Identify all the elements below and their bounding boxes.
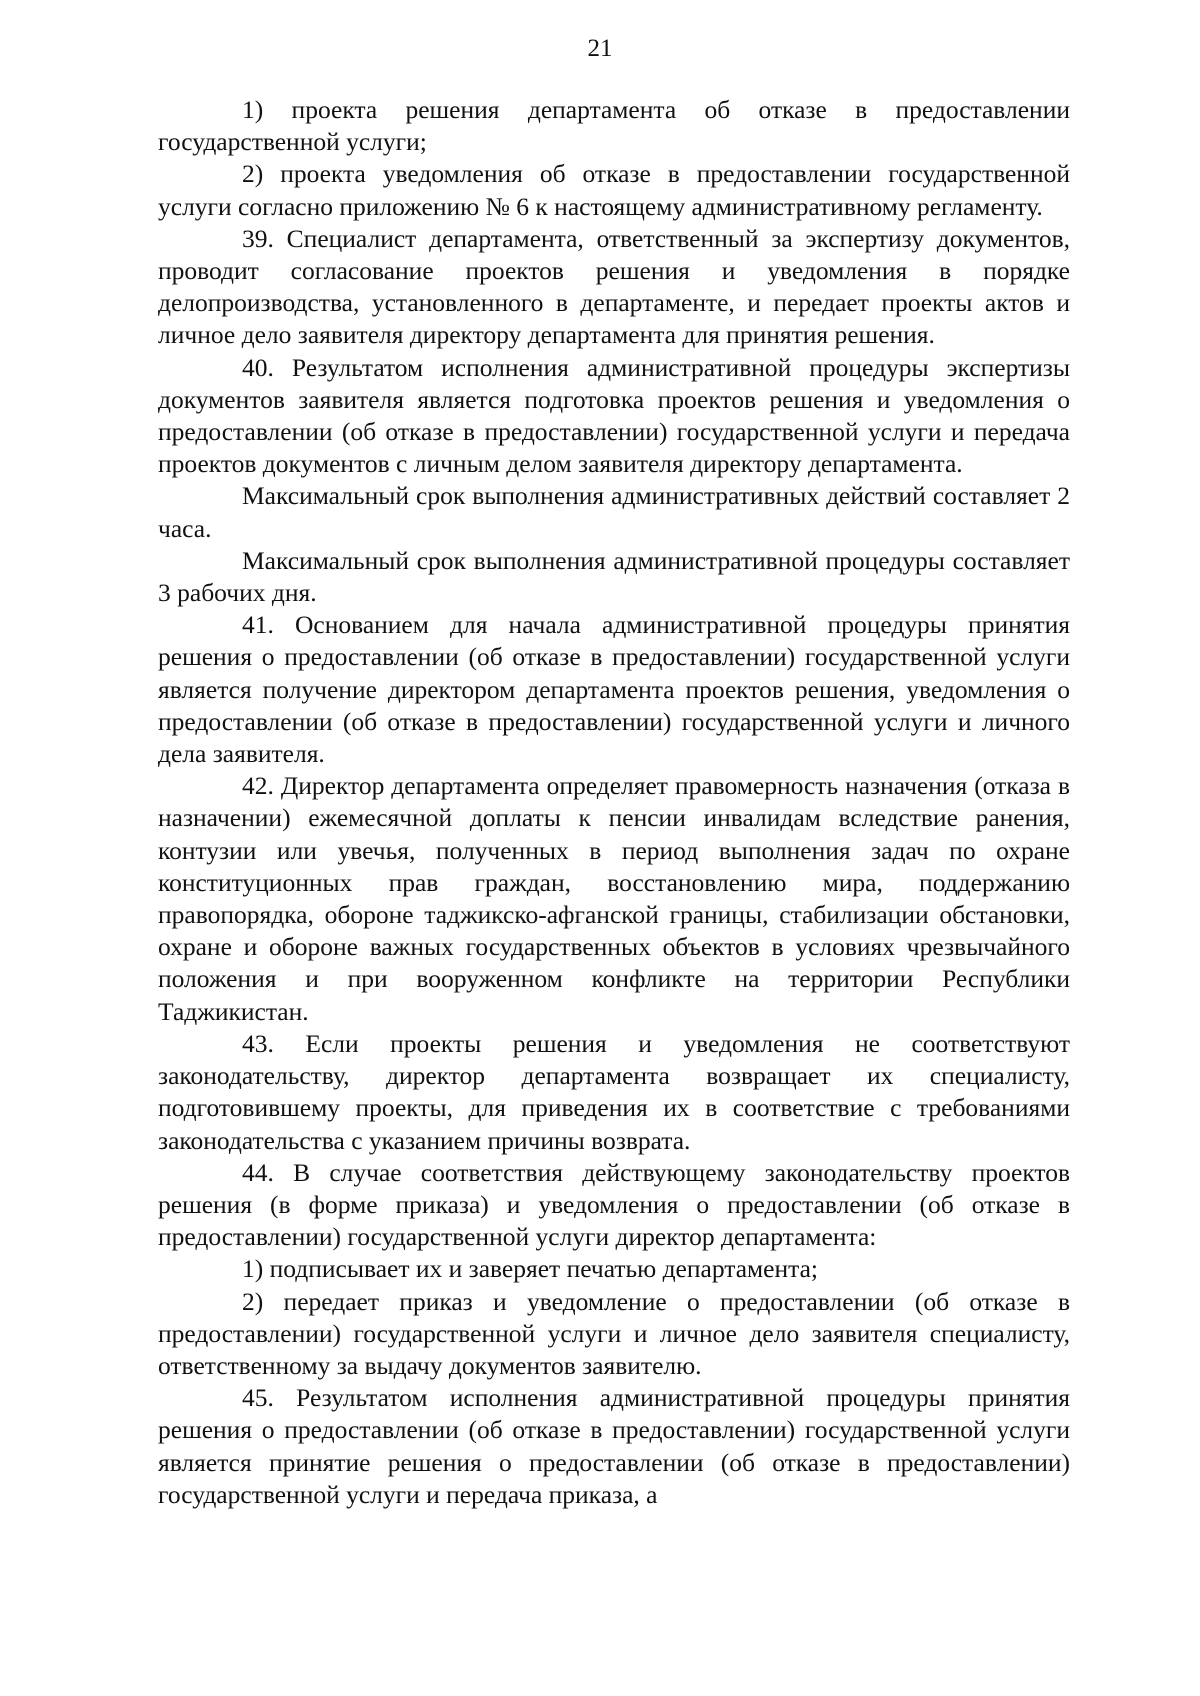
paragraph-44-item-2: 2) передает приказ и уведомление о предоставлении (об отказе в предоставлении) государственной услуги и личное дело заявителя специалисту, ответственному за выдачу документов заявителю. — [158, 1286, 1070, 1380]
paragraph-40: 40. Результатом исполнения административной процедуры экспертизы документов заявителя является подготовка проектов решения и уведомления о предоставлении (об отказе в предоставлении) государственной услуги и передача проектов документов с личным делом заявителя директору департамента. — [158, 352, 1070, 479]
paragraph-44-item-1: 1) подписывает их и заверяет печатью департамента; — [242, 1254, 818, 1284]
document-body — [158, 94, 1070, 1511]
paragraph-2: 2) проекта уведомления об отказе в предоставлении государственной услуги согласно приложению № 6 к настоящему административному регламенту. — [158, 159, 1070, 221]
paragraph-42: 42. Директор департамента определяет правомерность назначения (отказа в назначении) ежемесячной доплаты к пенсии инвалидам вследствие ранения, контузии или увечья, полученных в период выполнения задач по охране конституционных прав граждан, восстановлению мира, поддержанию правопорядка, обороне таджикско-афганской границы, стабилизации обстановки, охране и обороне важных государственных объектов в условиях чрезвычайного положения и при вооруженном конфликте на территории Республики Таджикистан. — [158, 771, 1070, 1026]
paragraph-41: 41. Основанием для начала административной процедуры принятия решения о предоставлении (об отказе в предоставлении) государственной услуги является получение директором департамента проектов решения, уведомления о предоставлении (об отказе в предоставлении) государственной услуги и личного дела заявителя. — [158, 610, 1070, 769]
paragraph-39: 39. Специалист департамента, ответственный за экспертизу документов, проводит согласование проектов решения и уведомления в порядке делопроизводства, установленного в департаменте, и передает проекты актов и личное дело заявителя директору департамента для принятия решения. — [158, 223, 1070, 350]
page-number: 21 — [587, 35, 613, 62]
paragraph-43: 43. Если проекты решения и уведомления не соответствуют законодательству, директор департамента возвращает их специалисту, подготовившему проекты, для приведения их в соответствие с требованиями законодательства с указанием причины возврата. — [158, 1028, 1070, 1155]
paragraph-max-time-procedure: Максимальный срок выполнения административной процедуры составляет 3 рабочих дня. — [158, 545, 1070, 608]
paragraph-1: 1) проекта решения департамента об отказе в предоставлении государственной услуги; — [158, 95, 1070, 157]
paragraph-max-time-actions: Максимальный срок выполнения административных действий составляет 2 часа. — [158, 481, 1070, 543]
paragraph-44: 44. В случае соответствия действующему законодательству проектов решения (в форме приказа) и уведомления о предоставлении (об отказе в предоставлении) государственной услуги директор департамента: — [158, 1157, 1070, 1252]
paragraph-45: 45. Результатом исполнения административной процедуры принятия решения о предоставлении (об отказе в предоставлении) государственной услуги является принятие решения о предоставлении (об отказе в предоставлении) государственной услуги и передача приказа, а — [158, 1383, 1070, 1509]
